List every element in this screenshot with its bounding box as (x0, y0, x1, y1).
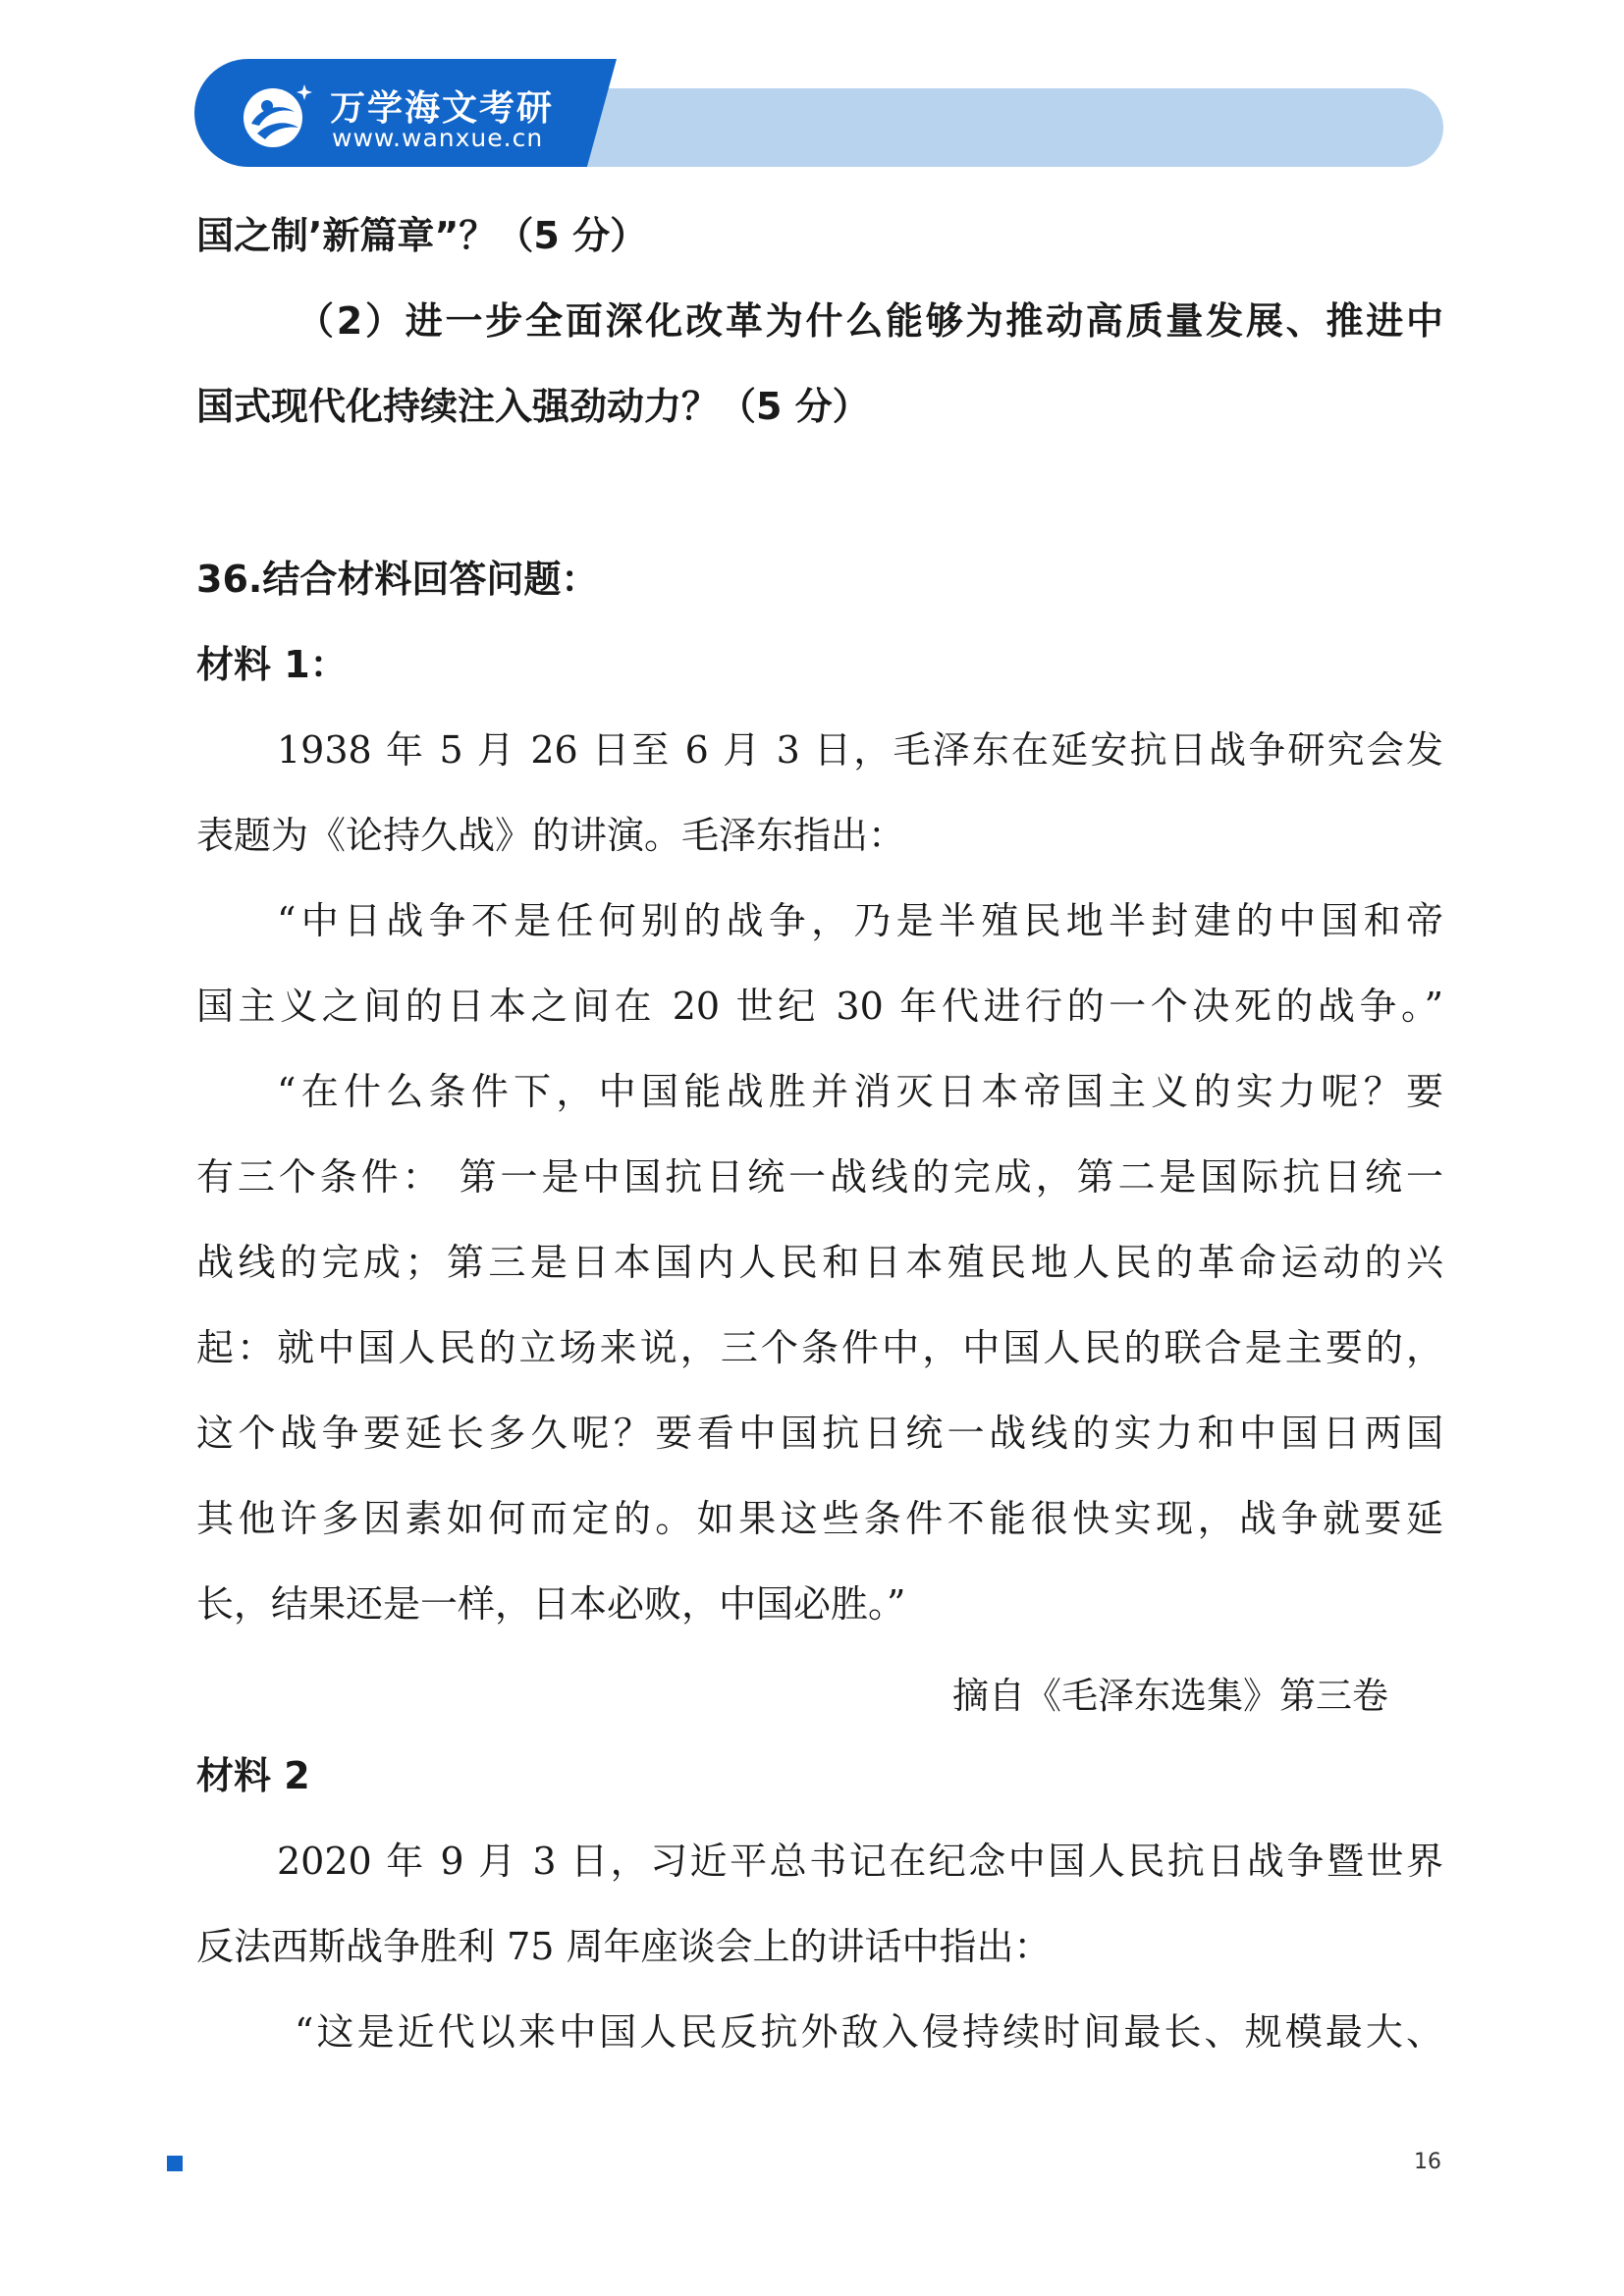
m1-source-citation: 摘自《毛泽东选集》第三卷 (952, 1675, 1388, 1717)
material-1-label: 材料 1： (196, 643, 348, 686)
wanxue-logo-icon (238, 79, 316, 151)
q36-title: 36.结合材料回答问题： (196, 558, 599, 601)
m1-quote2-line5: 这个战争要延长多久呢？要看中国抗日统一战线的实力和中国日两国 (196, 1412, 1443, 1455)
material-2-label: 材料 2 (196, 1754, 310, 1797)
m1-quote2-line6: 其他许多因素如何而定的。如果这些条件不能很快实现，战争就要延 (196, 1497, 1443, 1540)
m2-paragraph1-line2: 反法西斯战争胜利 75 周年座谈会上的讲话中指出： (196, 1925, 1052, 1968)
footer-marker-icon (167, 2156, 183, 2171)
m1-quote1-line2: 国主义之间的日本之间在 20 世纪 30 年代进行的一个决死的战争。” (196, 985, 1443, 1028)
m1-quote2-line2: 有三个条件： 第一是中国抗日统一战线的完成，第二是国际抗日统一 (196, 1155, 1443, 1199)
m1-quote2-line4: 起：就中国人民的立场来说，三个条件中，中国人民的联合是主要的， (196, 1326, 1443, 1369)
brand-url: www.wanxue.cn (332, 124, 544, 152)
m1-quote1-line1: “中日战争不是任何别的战争，乃是半殖民地半封建的中国和帝 (277, 899, 1443, 942)
m1-quote2-line1: “在什么条件下，中国能战胜并消灭日本帝国主义的实力呢？要 (277, 1070, 1443, 1113)
brand-name: 万学海文考研 (330, 88, 555, 129)
page-number: 16 (1414, 2150, 1441, 2174)
m1-quote2-line3: 战线的完成；第三是日本国内人民和日本殖民地人民的革命运动的兴 (196, 1241, 1443, 1284)
m1-paragraph1-line1: 1938 年 5 月 26 日至 6 月 3 日，毛泽东在延安抗日战争研究会发 (277, 728, 1443, 772)
m2-paragraph1-line1: 2020 年 9 月 3 日，习近平总书记在纪念中国人民抗日战争暨世界 (277, 1840, 1443, 1883)
q35-part2-line1: （2）进一步全面深化改革为什么能够为推动高质量发展、推进中 (297, 299, 1443, 343)
q35-tail: 国之制’新篇章”？（5 分） (196, 214, 648, 257)
m2-quote1-line1: “这是近代以来中国人民反抗外敌入侵持续时间最长、规模最大、 (295, 2010, 1443, 2054)
m1-quote2-line7: 长，结果还是一样，日本必败，中国必胜。” (196, 1582, 906, 1626)
m1-paragraph1-line2: 表题为《论持久战》的讲演。毛泽东指出： (196, 814, 906, 857)
q35-part2-line2: 国式现代化持续注入强劲动力？（5 分） (196, 385, 870, 428)
